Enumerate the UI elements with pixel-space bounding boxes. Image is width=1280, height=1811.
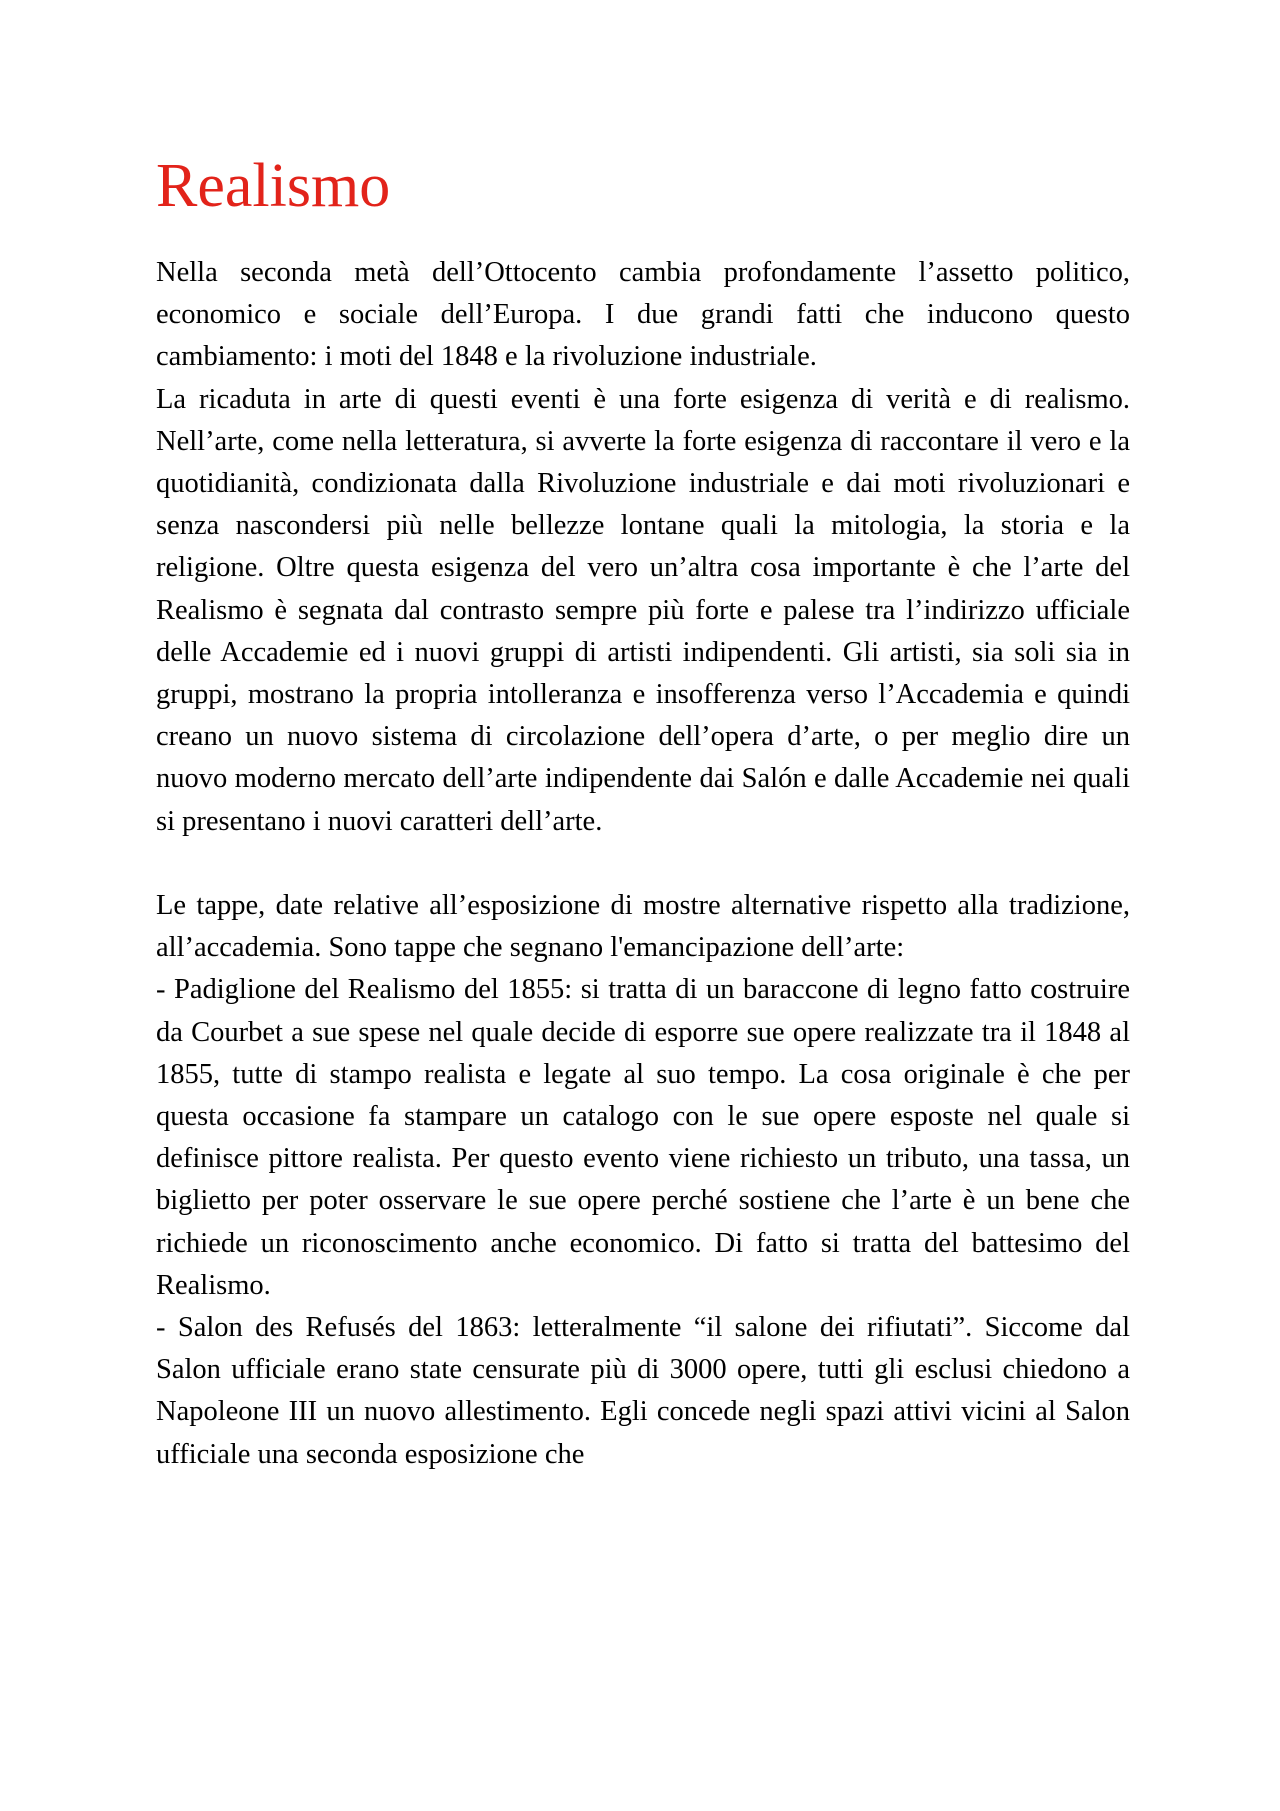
paragraph-intro: Nella seconda metà dell’Ottocento cambia profondamente l’assetto politico, economico e sociale dell’Europa. I due grandi fatti che inducono questo cambiamento: i moti del 1848 e la rivoluzione industriale. [156,257,1130,373]
paragraph-art-realism: La ricaduta in arte di questi eventi è una forte esigenza di verità e di realismo. Nell’arte, come nella letteratura, si avverte la forte esigenza di raccontare il vero e la quotidianità, condizionata dalla Rivoluzione industriale e dai moti rivoluzionari e senza nascondersi più nelle bellezze lontane quali la mitologia, la storia e la religione. Oltre questa esigenza del vero un’altra cosa importante è che l’arte del Realismo è segnata dal contrasto sempre più forte e palese tra l’indirizzo ufficiale delle Accademie ed i nuovi gruppi di artisti indipendenti. Gli artisti, sia soli sia in gruppi, mostrano la propria intolleranza e insofferenza verso l’Accademia e quindi creano un nuovo sistema di circolazione dell’opera d’arte, o per meglio dire un nuovo moderno mercato dell’arte indipendente dai Salón e dalle Accademie nei quali si presentano i nuovi caratteri dell’arte. [156,383,1130,837]
paragraph-padiglione: - Padiglione del Realismo del 1855: si tratta di un baraccone di legno fatto costruire da Courbet a sue spese nel quale decide di esporre sue opere realizzate tra il 1848 al 1855, tutte di stampo realista e legate al suo tempo. La cosa originale è che per questa occasione fa stampare un catalogo con le sue opere esposte nel quale si definisce pittore realista. Per questo evento viene richiesto un tributo, una tassa, un biglietto per poter osservare le sue opere perché sostiene che l’arte è un bene che richiede un riconoscimento anche economico. Di fatto si tratta del battesimo del Realismo. [156,974,1130,1301]
paragraph-stages: Le tappe, date relative all’esposizione di mostre alternative rispetto alla tradizione, all’accademia. Sono tappe che segnano l'emancipazione dell’arte: [156,890,1130,964]
document-title: Realismo [156,152,391,220]
paragraph-gap [156,843,1130,885]
paragraph-salon-refuses: - Salon des Refusés del 1863: letteralmente “il salone dei rifiutati”. Siccome dal Salon ufficiale erano state censurate più di 3000 opere, tutti gli esclusi chiedono a Napoleone III un nuovo allestimento. Egli concede negli spazi attivi vicini al Salon ufficiale una seconda esposizione che [156,1312,1130,1470]
document-page [156,150,1130,1476]
